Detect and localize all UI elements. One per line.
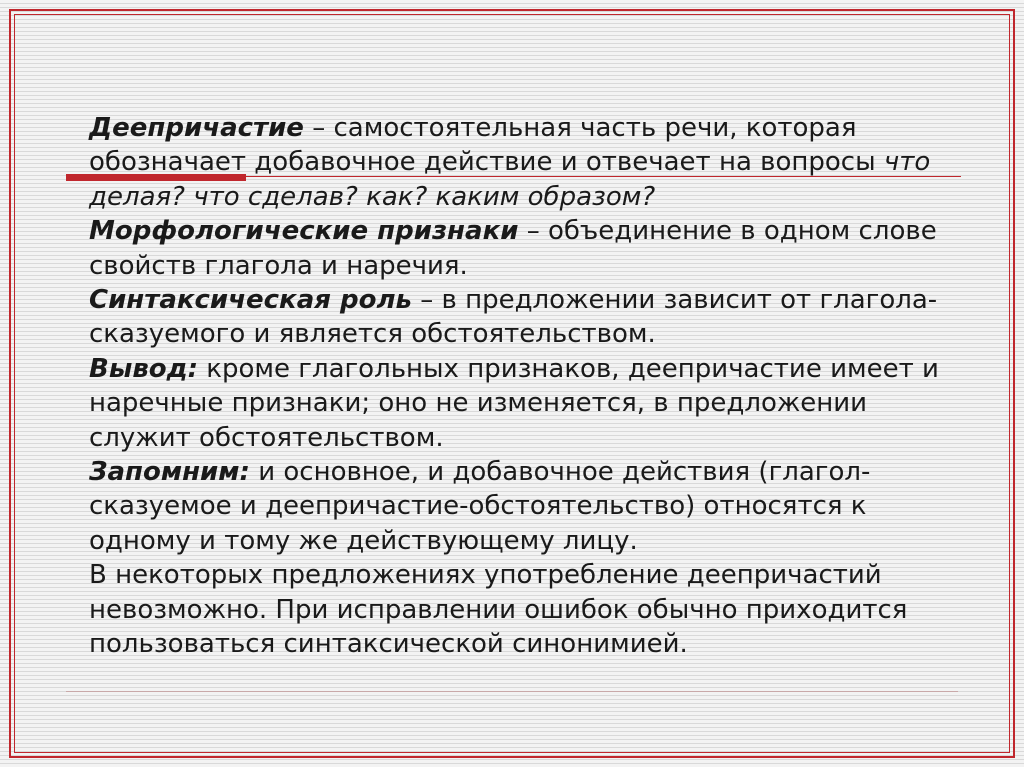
syntax-paragraph bbox=[89, 283, 969, 352]
conclusion-paragraph bbox=[89, 352, 969, 455]
slide-content bbox=[89, 111, 969, 662]
morphology-term: Морфологические признаки bbox=[89, 216, 519, 247]
syntax-text: – в предложении зависит от глагола-сказуемого и является обстоятельством. bbox=[89, 285, 938, 350]
morphology-paragraph bbox=[89, 214, 969, 283]
remember-text: и основное, и добавочное действия (глагол-сказуемое и деепричастие-обстоятельство) относятся к одному и тому же действующему лицу. bbox=[89, 457, 871, 556]
conclusion-term: Вывод: bbox=[89, 353, 199, 384]
bottom-divider bbox=[66, 691, 958, 692]
definition-questions: что делая? что сделав? как? каким образом? bbox=[89, 147, 931, 212]
syntax-term: Синтаксическая роль bbox=[89, 285, 412, 316]
definition-text: – самостоятельная часть речи, которая обозначает добавочное действие и отвечает на вопросы bbox=[89, 113, 884, 178]
remember-paragraph bbox=[89, 455, 969, 558]
conclusion-text: кроме глагольных признаков, деепричастие имеет и наречные признаки; оно не изменяется, в предложении служит обстоятельством. bbox=[89, 353, 939, 453]
note-paragraph: В некоторых предложениях употребление деепричастий невозможно. При исправлении ошибок обычно приходится пользоваться синтаксической синонимией. bbox=[89, 560, 908, 660]
remember-term: Запомним: bbox=[89, 457, 250, 488]
morphology-text: – объединение в одном слове свойств глагола и наречия. bbox=[89, 216, 937, 281]
definition-term: Деепричастие bbox=[89, 113, 304, 143]
definition-paragraph bbox=[89, 111, 969, 214]
